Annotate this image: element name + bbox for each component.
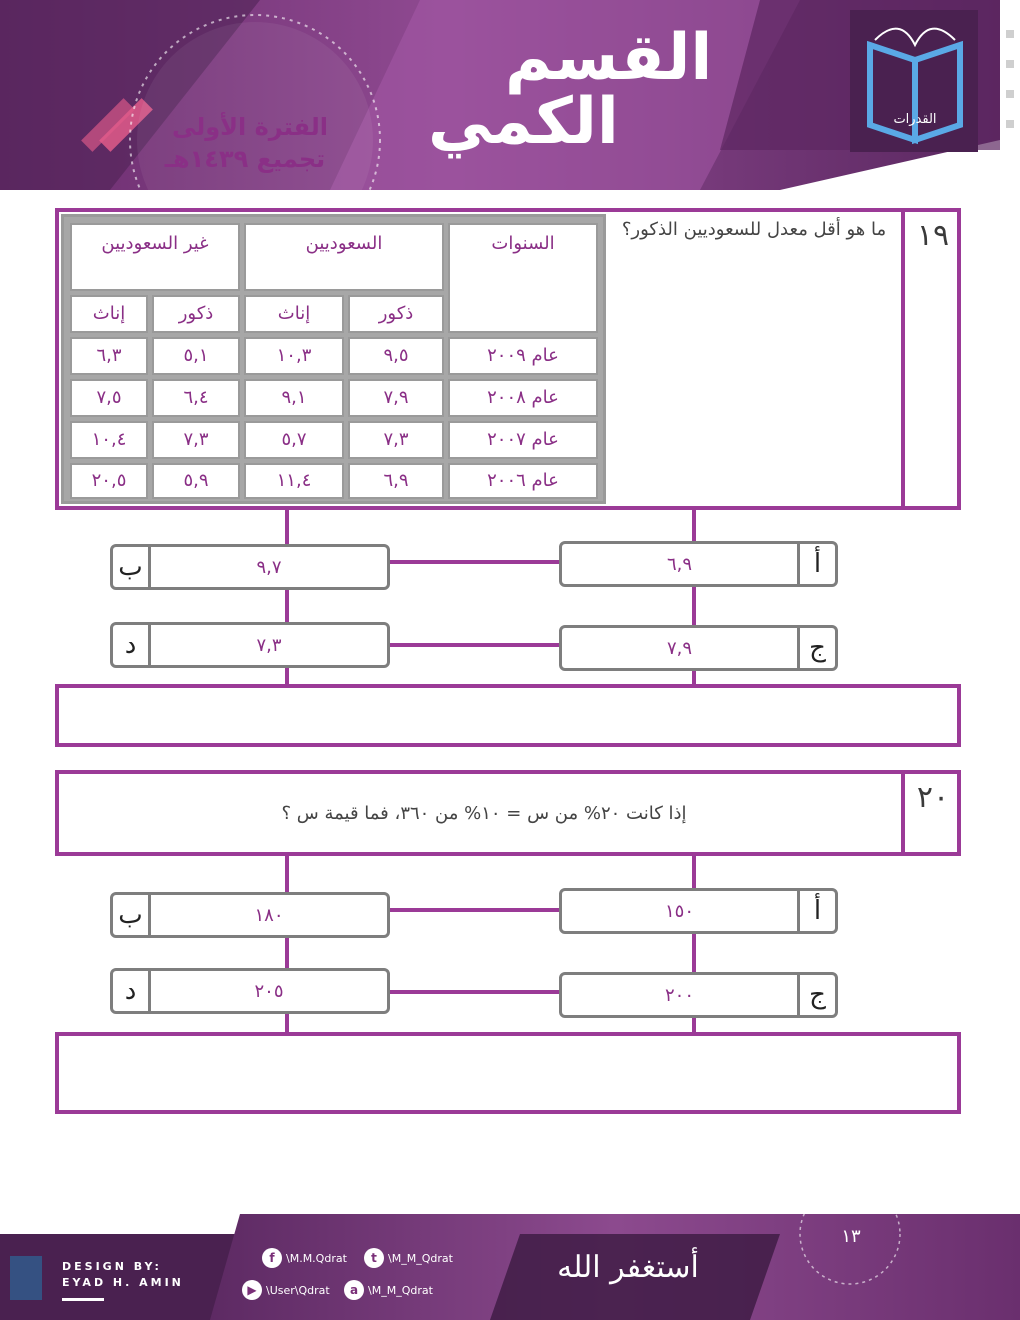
twitter-handle: \M_M_Qdrat: [388, 1251, 453, 1265]
logo-text: القدرات: [893, 112, 937, 127]
data-table: [61, 214, 606, 504]
connector-line: [388, 908, 560, 912]
page-number: ١٣: [841, 1226, 861, 1247]
table-cell-year: عام ٢٠٠٨: [448, 379, 598, 417]
table-cell: ٥,٩: [152, 463, 240, 499]
table-subheader-non-saudi-males: ذكور: [152, 295, 240, 333]
answer-box[interactable]: [55, 1032, 961, 1114]
page-footer: [0, 1214, 1020, 1320]
question-number-cell: [901, 212, 961, 506]
table-cell: ٥,١: [152, 337, 240, 375]
option-letter: ب: [113, 547, 151, 587]
question-number: ١٩: [916, 218, 950, 253]
period-title: الفترة الأولى: [171, 113, 329, 141]
option-value: ٢٠٠: [664, 984, 694, 1006]
table-header-non-saudi: غير السعوديين: [70, 223, 240, 291]
option-letter: أ: [797, 891, 835, 931]
question-text: إذا كانت ٢٠% من س = ١٠% من ٣٦٠، فما قيمة س ؟: [281, 803, 687, 824]
table-cell-year: عام ٢٠٠٩: [448, 337, 598, 375]
table-subheader-non-saudi-females: إناث: [70, 295, 148, 333]
option-c[interactable]: [559, 625, 838, 671]
table-header-saudi: السعوديين: [244, 223, 444, 291]
ask-link[interactable]: [344, 1280, 433, 1300]
option-a[interactable]: [559, 888, 838, 934]
option-letter: د: [113, 625, 151, 665]
option-d[interactable]: [110, 622, 390, 668]
question-number: ٢٠: [916, 780, 950, 815]
option-a[interactable]: [559, 541, 838, 587]
option-value: ٦,٩: [666, 553, 693, 575]
table-cell-year: عام ٢٠٠٦: [448, 463, 598, 499]
facebook-icon: f: [262, 1248, 282, 1268]
table-cell: ٧,٣: [348, 421, 444, 459]
table-cell: ٦,٣: [70, 337, 148, 375]
youtube-link[interactable]: [242, 1280, 330, 1300]
table-cell-year: عام ٢٠٠٧: [448, 421, 598, 459]
question-text: ما هو أقل معدل للسعوديين الذكور؟: [621, 219, 887, 240]
connector-line: [388, 990, 560, 994]
connector-line: [388, 560, 560, 564]
table-header-years: السنوات: [448, 223, 598, 333]
option-value: ١٥٠: [664, 900, 694, 922]
twitter-link[interactable]: [364, 1248, 453, 1268]
option-d[interactable]: [110, 968, 390, 1014]
table-cell: ٢٠,٥: [70, 463, 148, 499]
option-b[interactable]: [110, 892, 390, 938]
section-title-line2: الكمي: [428, 85, 619, 159]
option-letter: ب: [113, 895, 151, 935]
table-cell: ٦,٤: [152, 379, 240, 417]
question-19-frame: [55, 208, 961, 510]
table-cell: ٧,٣: [152, 421, 240, 459]
option-c[interactable]: [559, 972, 838, 1018]
design-by-label: DESIGN BY:: [62, 1260, 162, 1273]
youtube-handle: \User\Qdrat: [266, 1283, 330, 1297]
table-cell: ١٠,٣: [244, 337, 344, 375]
option-value: ١٨٠: [254, 904, 284, 926]
facebook-link[interactable]: [262, 1248, 347, 1268]
table-cell: ١١,٤: [244, 463, 344, 499]
calligraphy-text: أستغفر الله: [557, 1250, 699, 1285]
table-subheader-saudi-females: إناث: [244, 295, 344, 333]
option-letter: ج: [797, 975, 835, 1015]
facebook-handle: \M.M.Qdrat: [286, 1251, 347, 1265]
option-value: ٧,٩: [666, 637, 693, 659]
ask-icon: a: [344, 1280, 364, 1300]
question-20-frame: [55, 770, 961, 856]
page-header: [0, 0, 1020, 190]
option-value: ٧,٣: [256, 634, 282, 656]
section-title-line1: القسم: [505, 21, 713, 95]
question-number-cell: [901, 774, 961, 852]
option-letter: د: [113, 971, 151, 1011]
twitter-icon: t: [364, 1248, 384, 1268]
table-cell: ٦,٩: [348, 463, 444, 499]
answer-box[interactable]: [55, 684, 961, 747]
table-cell: ٩,١: [244, 379, 344, 417]
ask-handle: \M_M_Qdrat: [368, 1283, 433, 1297]
option-letter: ج: [797, 628, 835, 668]
option-letter: أ: [797, 544, 835, 584]
book-logo-icon: [880, 112, 950, 127]
connector-line: [388, 643, 560, 647]
period-subtitle: تجميع ١٤٣٩هـ: [164, 145, 326, 173]
option-value: ٩,٧: [256, 556, 282, 578]
table-cell: ١٠,٤: [70, 421, 148, 459]
option-value: ٢٠٥: [254, 980, 284, 1002]
table-subheader-saudi-males: ذكور: [348, 295, 444, 333]
table-cell: ٧,٩: [348, 379, 444, 417]
designer-name: EYAD H. AMIN: [62, 1276, 184, 1289]
table-cell: ٧,٥: [70, 379, 148, 417]
option-b[interactable]: [110, 544, 390, 590]
table-cell: ٥,٧: [244, 421, 344, 459]
youtube-icon: ▶: [242, 1280, 262, 1300]
table-cell: ٩,٥: [348, 337, 444, 375]
